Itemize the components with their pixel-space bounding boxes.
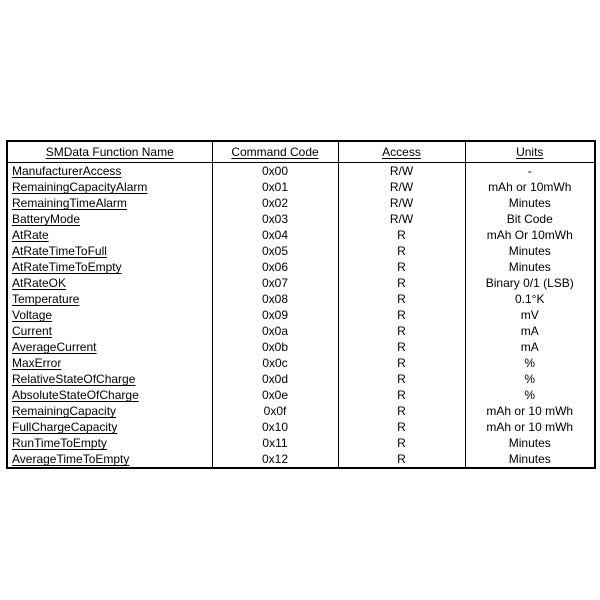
cell-command-code: 0x05 (212, 243, 338, 259)
cell-command-code: 0x11 (212, 435, 338, 451)
cell-access: R/W (338, 179, 465, 195)
table-row (7, 243, 595, 259)
smdata-table-container (6, 140, 594, 469)
cell-access: R (338, 307, 465, 323)
cell-function-name: AtRateTimeToFull (7, 243, 212, 259)
table-row (7, 371, 595, 387)
cell-access: R (338, 355, 465, 371)
table-row (7, 435, 595, 451)
cell-access: R (338, 339, 465, 355)
cell-units: mAh Or 10mWh (465, 227, 595, 243)
cell-function-name: MaxError (7, 355, 212, 371)
table-header-row (7, 141, 595, 163)
table-row (7, 163, 595, 180)
header-command-code: Command Code (212, 141, 338, 163)
cell-function-name: FullChargeCapacity (7, 419, 212, 435)
cell-access: R (338, 323, 465, 339)
cell-command-code: 0x07 (212, 275, 338, 291)
cell-function-name: ManufacturerAccess (7, 163, 212, 180)
header-access: Access (338, 141, 465, 163)
table-row (7, 307, 595, 323)
cell-command-code: 0x09 (212, 307, 338, 323)
table-row (7, 355, 595, 371)
cell-function-name: Voltage (7, 307, 212, 323)
table-row (7, 323, 595, 339)
cell-function-name: AverageCurrent (7, 339, 212, 355)
cell-units: 0.1°K (465, 291, 595, 307)
cell-command-code: 0x04 (212, 227, 338, 243)
cell-units: mAh or 10 mWh (465, 419, 595, 435)
cell-function-name: AtRateTimeToEmpty (7, 259, 212, 275)
cell-units: Minutes (465, 259, 595, 275)
cell-units: - (465, 163, 595, 180)
cell-command-code: 0x01 (212, 179, 338, 195)
cell-function-name: Current (7, 323, 212, 339)
header-function-name: SMData Function Name (7, 141, 212, 163)
cell-access: R (338, 435, 465, 451)
cell-units: Binary 0/1 (LSB) (465, 275, 595, 291)
cell-command-code: 0x08 (212, 291, 338, 307)
cell-command-code: 0x0a (212, 323, 338, 339)
cell-function-name: RemainingCapacityAlarm (7, 179, 212, 195)
cell-command-code: 0x10 (212, 419, 338, 435)
cell-function-name: RemainingTimeAlarm (7, 195, 212, 211)
cell-access: R (338, 275, 465, 291)
smdata-function-table (6, 140, 596, 469)
cell-command-code: 0x12 (212, 451, 338, 468)
cell-function-name: RunTimeToEmpty (7, 435, 212, 451)
cell-access: R (338, 243, 465, 259)
cell-command-code: 0x0e (212, 387, 338, 403)
table-row (7, 179, 595, 195)
cell-access: R/W (338, 163, 465, 180)
cell-units: Minutes (465, 451, 595, 468)
cell-command-code: 0x0c (212, 355, 338, 371)
table-row (7, 419, 595, 435)
cell-access: R (338, 451, 465, 468)
cell-function-name: Temperature (7, 291, 212, 307)
cell-access: R (338, 387, 465, 403)
cell-function-name: AtRateOK (7, 275, 212, 291)
table-row (7, 211, 595, 227)
cell-units: % (465, 371, 595, 387)
table-row (7, 259, 595, 275)
cell-command-code: 0x0f (212, 403, 338, 419)
cell-command-code: 0x02 (212, 195, 338, 211)
table-row (7, 339, 595, 355)
table-row (7, 403, 595, 419)
cell-command-code: 0x03 (212, 211, 338, 227)
cell-access: R (338, 291, 465, 307)
table-row (7, 387, 595, 403)
cell-units: mA (465, 323, 595, 339)
table-row (7, 451, 595, 468)
cell-units: mAh or 10mWh (465, 179, 595, 195)
table-row (7, 195, 595, 211)
cell-units: mAh or 10 mWh (465, 403, 595, 419)
cell-units: % (465, 355, 595, 371)
cell-command-code: 0x0d (212, 371, 338, 387)
cell-access: R (338, 403, 465, 419)
cell-access: R (338, 259, 465, 275)
cell-command-code: 0x0b (212, 339, 338, 355)
cell-command-code: 0x00 (212, 163, 338, 180)
cell-units: Minutes (465, 435, 595, 451)
cell-units: Minutes (465, 243, 595, 259)
cell-access: R (338, 419, 465, 435)
cell-units: Bit Code (465, 211, 595, 227)
table-body (7, 163, 595, 469)
cell-function-name: BatteryMode (7, 211, 212, 227)
table-row (7, 227, 595, 243)
cell-units: mA (465, 339, 595, 355)
table-row (7, 275, 595, 291)
cell-function-name: RemainingCapacity (7, 403, 212, 419)
cell-function-name: AverageTimeToEmpty (7, 451, 212, 468)
table-row (7, 291, 595, 307)
cell-units: Minutes (465, 195, 595, 211)
cell-function-name: RelativeStateOfCharge (7, 371, 212, 387)
cell-access: R/W (338, 211, 465, 227)
cell-units: mV (465, 307, 595, 323)
cell-access: R/W (338, 195, 465, 211)
cell-access: R (338, 227, 465, 243)
cell-function-name: AbsoluteStateOfCharge (7, 387, 212, 403)
cell-function-name: AtRate (7, 227, 212, 243)
header-units: Units (465, 141, 595, 163)
cell-access: R (338, 371, 465, 387)
cell-units: % (465, 387, 595, 403)
cell-command-code: 0x06 (212, 259, 338, 275)
